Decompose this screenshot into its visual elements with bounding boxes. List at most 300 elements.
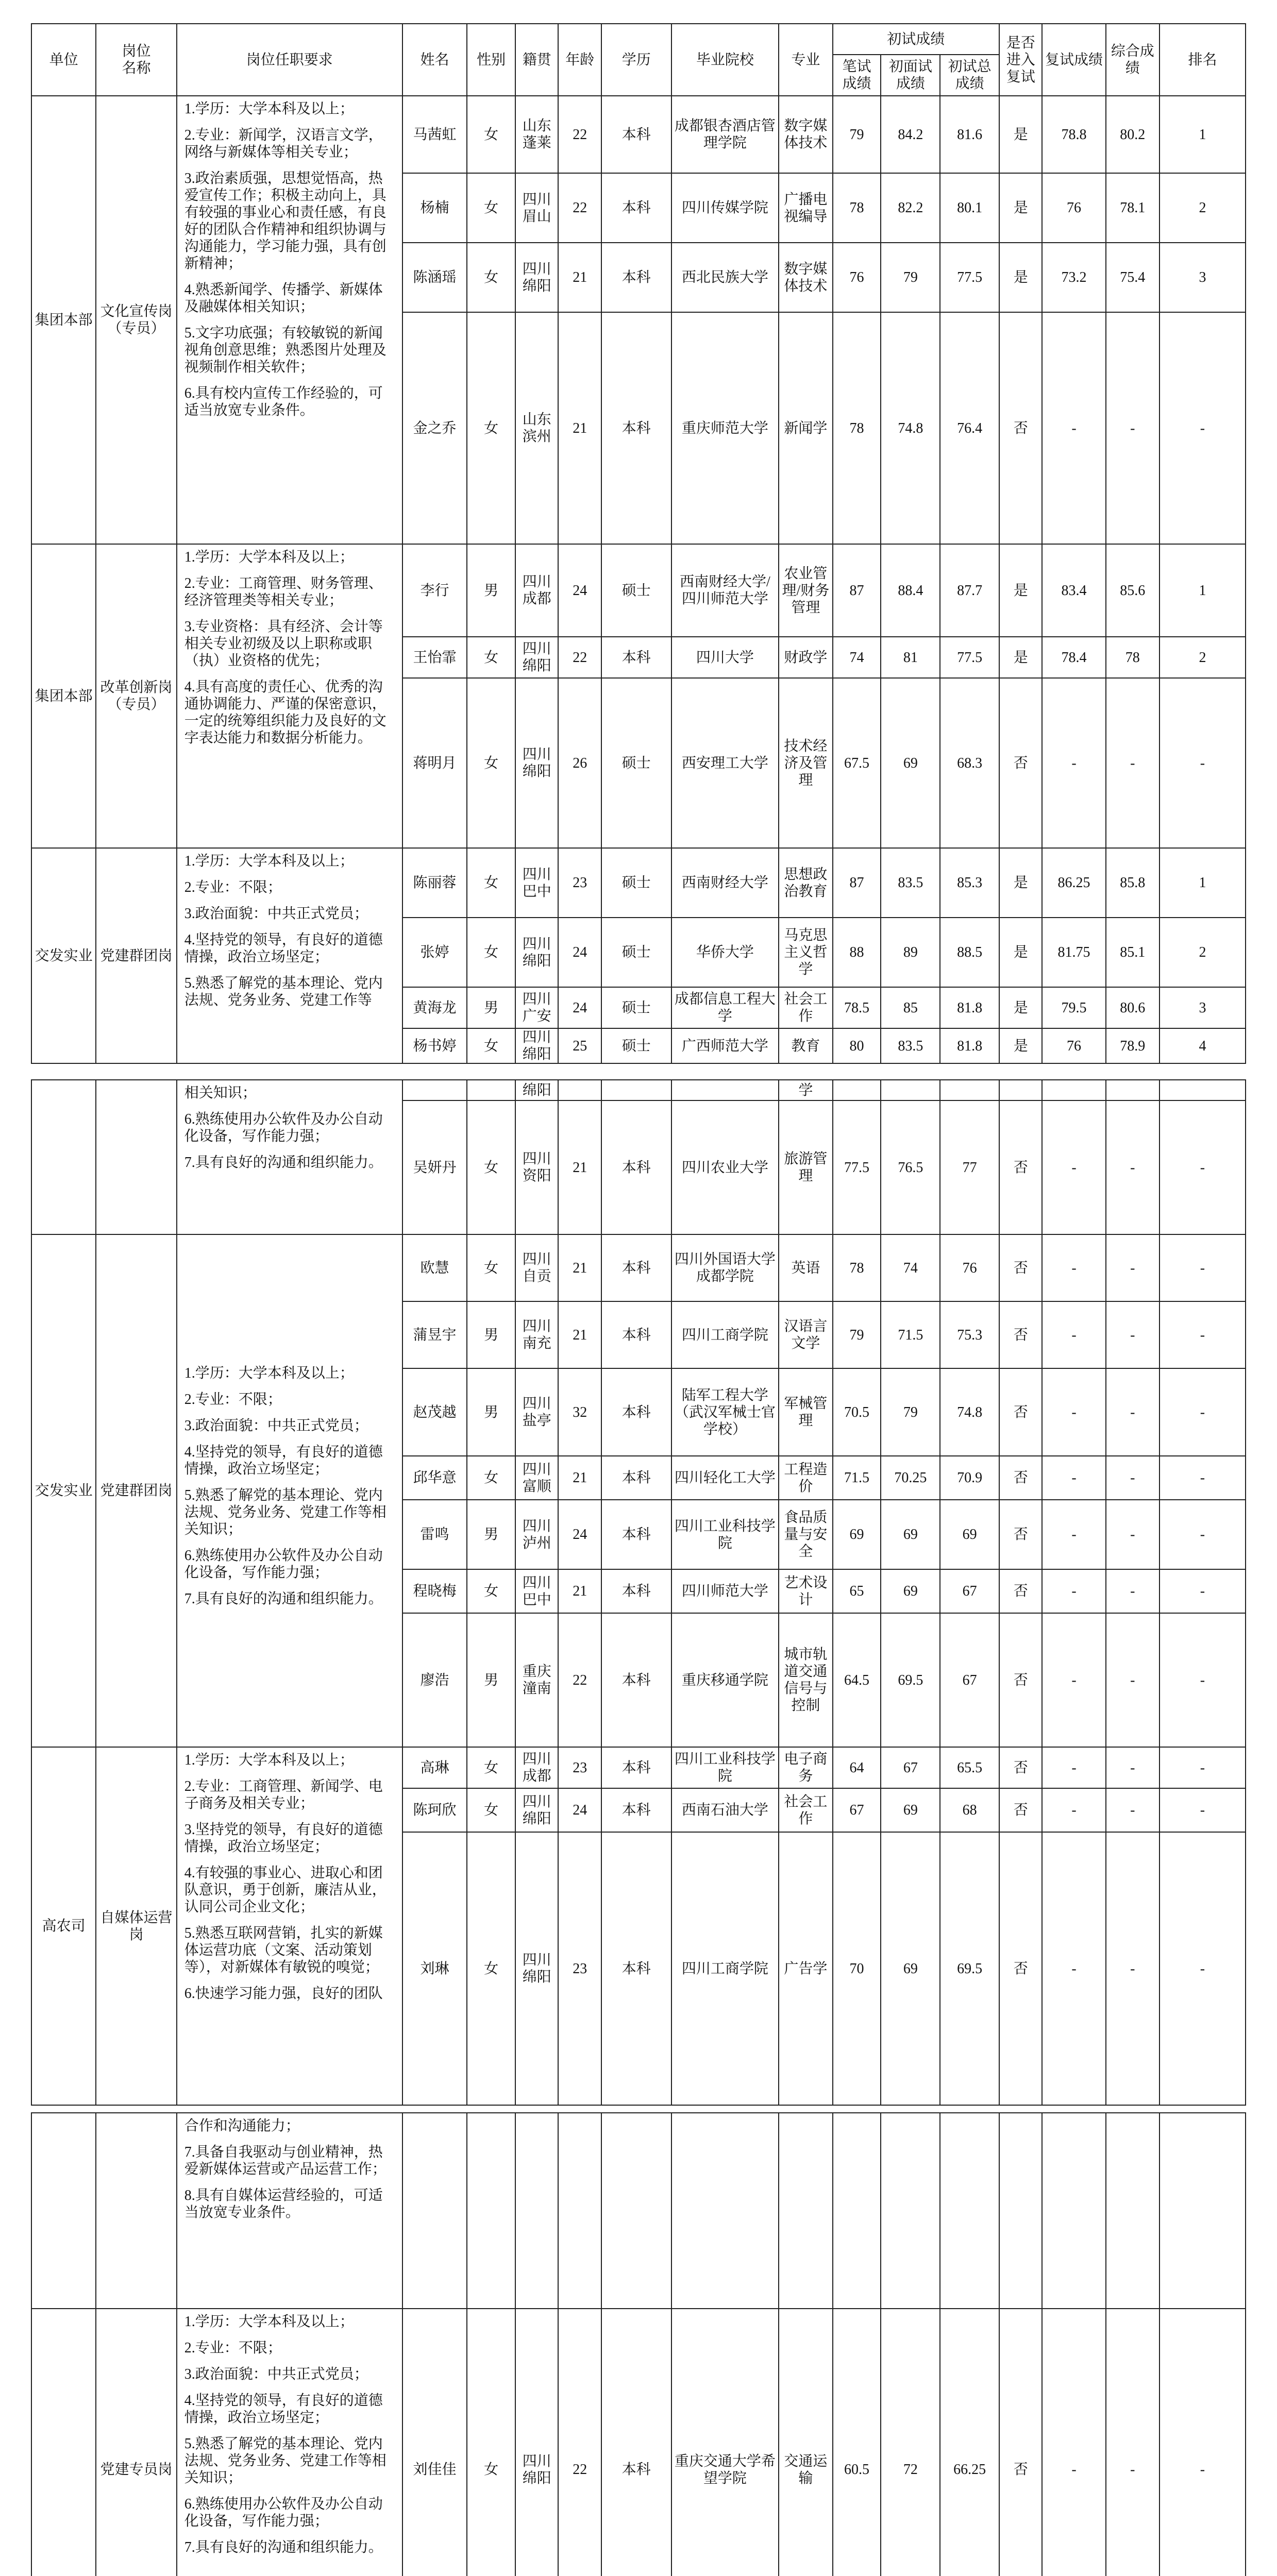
enter-second-cell: 否 [999, 1456, 1042, 1500]
enter-second-cell: 否 [999, 2309, 1042, 2576]
gender-cell: 女 [467, 243, 515, 312]
origin-cell: 山东滨州 [515, 312, 558, 544]
origin-cell: 四川巴中 [515, 1569, 558, 1613]
age-cell: 24 [558, 1500, 601, 1569]
rank-cell: - [1160, 1747, 1246, 1788]
requirement-line: 6.熟练使用办公软件及办公自动化设备，写作能力强； [184, 2496, 383, 2529]
major-cell: 电子商务 [779, 1747, 832, 1788]
education-cell: 本科 [601, 173, 671, 243]
school-cell: 重庆师范大学 [671, 312, 779, 544]
requirement-line: 4.有较强的事业心、进取心和团队意识，勇于创新，廉洁从业，认同公司企业文化； [184, 1865, 387, 1915]
col-name: 姓名 [402, 24, 467, 96]
requirement-line: 3.政治素质强，思想觉悟高，热爱宣传工作；积极主动向上，具有较强的事业心和责任感，有良好的团队合作精神和组织协调与沟通能力，学习能力强，具有创新精神； [184, 171, 387, 272]
gender-cell: 男 [467, 1500, 515, 1569]
school-cell: 成都信息工程大学 [671, 987, 779, 1028]
second-score-cell: 78.4 [1042, 637, 1105, 678]
prelim-interview-cell: 79 [881, 1368, 940, 1456]
written-score-cell: 69 [833, 1500, 881, 1569]
education-cell: 硕士 [601, 918, 671, 987]
origin-cell: 四川绵阳 [515, 243, 558, 312]
education-cell: 本科 [601, 1456, 671, 1500]
composite-cell: 85.8 [1106, 848, 1160, 918]
major-cell: 数字媒体技术 [779, 243, 832, 312]
composite-cell: 78 [1106, 637, 1160, 678]
col-initial-total: 初试总成绩 [940, 55, 999, 96]
major-cell: 旅游管理 [779, 1100, 832, 1234]
name-cell: 黄海龙 [402, 987, 467, 1028]
origin-cell: 四川绵阳 [515, 1028, 558, 1063]
age-cell: 21 [558, 1100, 601, 1234]
name-cell: 刘琳 [402, 1832, 467, 2105]
col-prelim-interview: 初面试成绩 [881, 55, 940, 96]
origin-cell: 四川成都 [515, 544, 558, 637]
school-cell: 四川师范大学 [671, 1569, 779, 1613]
written-score-cell: 67 [833, 1788, 881, 1832]
age-cell: 22 [558, 637, 601, 678]
major-cell: 社会工作 [779, 987, 832, 1028]
written-score-cell: 78 [833, 173, 881, 243]
education-cell: 本科 [601, 1569, 671, 1613]
age-cell: 23 [558, 1747, 601, 1788]
composite-cell: - [1106, 1832, 1160, 2105]
initial-total-cell [940, 1080, 999, 1100]
school-cell: 陆军工程大学（武汉军械士官学校） [671, 1368, 779, 1456]
requirement-line: 4.熟悉新闻学、传播学、新媒体及融媒体相关知识； [184, 282, 383, 315]
table-row [31, 1080, 1246, 1100]
school-cell: 广西师范大学 [671, 1028, 779, 1063]
requirement-line: 6.具有校内宣传工作经验的，可适当放宽专业条件。 [184, 385, 383, 418]
name-cell: 刘佳佳 [402, 2309, 467, 2576]
post-cell [96, 2113, 177, 2309]
name-cell: 廖浩 [402, 1613, 467, 1747]
name-cell [402, 1080, 467, 1100]
recruitment-table-1 [31, 23, 1246, 1064]
written-score-cell: 77.5 [833, 1100, 881, 1234]
major-cell: 食品质量与安全 [779, 1500, 832, 1569]
rank-cell: 3 [1160, 987, 1246, 1028]
school-cell: 西南石油大学 [671, 1788, 779, 1832]
composite-cell: 78.1 [1106, 173, 1160, 243]
composite-cell: 85.1 [1106, 918, 1160, 987]
age-cell: 22 [558, 1613, 601, 1747]
written-score-cell: 87 [833, 848, 881, 918]
major-cell: 社会工作 [779, 1788, 832, 1832]
prelim-interview-cell: 67 [881, 1747, 940, 1788]
gender-cell: 女 [467, 173, 515, 243]
origin-cell: 四川盐亭 [515, 1368, 558, 1456]
second-score-cell: - [1042, 1100, 1105, 1234]
composite-cell: - [1106, 1613, 1160, 1747]
prelim-interview-cell: 74.8 [881, 312, 940, 544]
requirement-line: 5.熟悉了解党的基本理论、党内法规、党务业务、党建工作等相关知识； [184, 1487, 387, 1537]
unit-cell: 集团本部 [31, 544, 96, 848]
rank-cell: - [1160, 1234, 1246, 1301]
education-cell: 本科 [601, 1234, 671, 1301]
requirement-line: 4.坚持党的领导，有良好的道德情操，政治立场坚定； [184, 1444, 383, 1477]
age-cell: 32 [558, 1368, 601, 1456]
rank-cell: - [1160, 1456, 1246, 1500]
initial-total-cell: 81.8 [940, 987, 999, 1028]
origin-cell: 四川富顺 [515, 1456, 558, 1500]
gender-cell: 女 [467, 1569, 515, 1613]
initial-total-cell: 70.9 [940, 1456, 999, 1500]
second-score-cell: - [1042, 1301, 1105, 1368]
name-cell: 李行 [402, 544, 467, 637]
enter-second-cell: 否 [999, 678, 1042, 848]
requirement-line: 2.专业：工商管理、新闻学、电子商务及相关专业； [184, 1778, 383, 1811]
rank-cell: - [1160, 1301, 1246, 1368]
enter-second-cell: 是 [999, 544, 1042, 637]
gender-cell: 女 [467, 1788, 515, 1832]
major-cell: 财政学 [779, 637, 832, 678]
major-cell: 新闻学 [779, 312, 832, 544]
initial-total-cell: 69.5 [940, 1832, 999, 2105]
written-score-cell: 87 [833, 544, 881, 637]
education-cell: 本科 [601, 1832, 671, 2105]
gender-cell: 女 [467, 1028, 515, 1063]
initial-total-cell: 65.5 [940, 1747, 999, 1788]
col-education: 学历 [601, 24, 671, 96]
name-cell: 蒋明月 [402, 678, 467, 848]
education-cell [601, 1080, 671, 1100]
education-cell: 本科 [601, 1100, 671, 1234]
major-cell: 军械管理 [779, 1368, 832, 1456]
age-cell: 25 [558, 1028, 601, 1063]
requirement-line: 5.文字功底强；有较敏锐的新闻视角创意思维；熟悉图片处理及视频制作相关软件； [184, 325, 387, 375]
rank-cell: 1 [1160, 96, 1246, 173]
age-cell: 24 [558, 987, 601, 1028]
prelim-interview-cell: 85 [881, 987, 940, 1028]
requirement-line: 1.学历：大学本科及以上； [184, 1752, 354, 1768]
school-cell: 四川工业科技学院 [671, 1500, 779, 1569]
education-cell: 本科 [601, 1613, 671, 1747]
major-cell: 艺术设计 [779, 1569, 832, 1613]
rank-cell: - [1160, 678, 1246, 848]
requirement-line: 1.学历：大学本科及以上； [184, 1365, 354, 1381]
name-cell: 马茜虹 [402, 96, 467, 173]
requirement-line: 3.专业资格：具有经济、会计等相关专业初级及以上职称或职（执）业资格的优先； [184, 619, 383, 669]
col-initial-group: 初试成绩 [833, 24, 999, 55]
major-cell: 技术经济及管理 [779, 678, 832, 848]
unit-cell: 交发实业 [31, 1234, 96, 1747]
major-cell: 广播电视编导 [779, 173, 832, 243]
education-cell: 本科 [601, 312, 671, 544]
prelim-interview-cell: 69 [881, 1832, 940, 2105]
composite-cell: - [1106, 1301, 1160, 1368]
major-cell: 汉语言文学 [779, 1301, 832, 1368]
name-cell: 陈丽蓉 [402, 848, 467, 918]
rank-cell: 2 [1160, 637, 1246, 678]
col-gender: 性别 [467, 24, 515, 96]
prelim-interview-cell: 81 [881, 637, 940, 678]
origin-cell: 四川眉山 [515, 173, 558, 243]
col-written: 笔试成绩 [833, 55, 881, 96]
unit-cell [31, 2309, 96, 2576]
prelim-interview-cell: 89 [881, 918, 940, 987]
gender-cell: 女 [467, 637, 515, 678]
requirement-line: 6.熟练使用办公软件及办公自动化设备，写作能力强； [184, 1111, 383, 1144]
origin-cell: 四川绵阳 [515, 2309, 558, 2576]
age-cell: 21 [558, 1569, 601, 1613]
school-cell: 四川传媒学院 [671, 173, 779, 243]
composite-cell: - [1106, 2309, 1160, 2576]
gender-cell: 女 [467, 1456, 515, 1500]
post-cell: 党建群团岗 [96, 848, 177, 1063]
requirement-line: 4.坚持党的领导，有良好的道德情操，政治立场坚定； [184, 932, 383, 965]
written-score-cell: 88 [833, 918, 881, 987]
second-score-cell: - [1042, 1500, 1105, 1569]
major-cell: 思想政治教育 [779, 848, 832, 918]
origin-cell: 四川绵阳 [515, 918, 558, 987]
requirement-line: 7.具备自我驱动与创业精神，热爱新媒体运营或产品运营工作； [184, 2144, 387, 2177]
name-cell: 王怡霏 [402, 637, 467, 678]
initial-total-cell: 87.7 [940, 544, 999, 637]
composite-cell: 80.2 [1106, 96, 1160, 173]
enter-second-cell: 否 [999, 1569, 1042, 1613]
requirements-cell [177, 1080, 402, 1234]
second-score-cell: - [1042, 1788, 1105, 1832]
gender-cell: 女 [467, 96, 515, 173]
col-rank: 排名 [1160, 24, 1246, 96]
post-cell: 自媒体运营岗 [96, 1747, 177, 2105]
prelim-interview-cell: 69 [881, 1569, 940, 1613]
requirement-line: 1.学历：大学本科及以上； [184, 2314, 354, 2330]
rank-cell: - [1160, 2309, 1246, 2576]
prelim-interview-cell [881, 1080, 940, 1100]
school-cell: 西南财经大学 [671, 848, 779, 918]
requirement-line: 5.熟悉了解党的基本理论、党内法规、党务业务、党建工作等相关知识； [184, 2436, 387, 2486]
prelim-interview-cell: 71.5 [881, 1301, 940, 1368]
origin-cell: 山东蓬莱 [515, 96, 558, 173]
written-score-cell: 71.5 [833, 1456, 881, 1500]
school-cell [671, 1080, 779, 1100]
name-cell: 杨楠 [402, 173, 467, 243]
gender-cell: 女 [467, 678, 515, 848]
gender-cell: 女 [467, 2309, 515, 2576]
school-cell: 西北民族大学 [671, 243, 779, 312]
education-cell: 本科 [601, 2309, 671, 2576]
initial-total-cell: 77 [940, 1100, 999, 1234]
requirement-line: 3.政治面貌：中共正式党员； [184, 2366, 368, 2382]
prelim-interview-cell: 79 [881, 243, 940, 312]
origin-cell: 四川资阳 [515, 1100, 558, 1234]
origin-cell: 四川绵阳 [515, 1788, 558, 1832]
major-cell: 数字媒体技术 [779, 96, 832, 173]
initial-total-cell: 77.5 [940, 637, 999, 678]
enter-second-cell [999, 1080, 1042, 1100]
col-age: 年龄 [558, 24, 601, 96]
requirement-line: 6.快速学习能力强，良好的团队 [184, 1986, 383, 2002]
age-cell: 21 [558, 1234, 601, 1301]
composite-cell: - [1106, 1234, 1160, 1301]
written-score-cell: 76 [833, 243, 881, 312]
composite-cell: 80.6 [1106, 987, 1160, 1028]
major-cell: 城市轨道交通信号与控制 [779, 1613, 832, 1747]
initial-total-cell: 81.8 [940, 1028, 999, 1063]
major-cell: 英语 [779, 1234, 832, 1301]
initial-total-cell: 75.3 [940, 1301, 999, 1368]
prelim-interview-cell: 69 [881, 678, 940, 848]
initial-total-cell: 74.8 [940, 1368, 999, 1456]
major-cell: 交通运输 [779, 2309, 832, 2576]
school-cell: 四川外国语大学成都学院 [671, 1234, 779, 1301]
post-cell: 文化宣传岗（专员） [96, 96, 177, 544]
origin-cell: 四川巴中 [515, 848, 558, 918]
rank-cell: 2 [1160, 173, 1246, 243]
written-score-cell: 79 [833, 1301, 881, 1368]
gender-cell: 男 [467, 544, 515, 637]
origin-cell: 重庆潼南 [515, 1613, 558, 1747]
second-score-cell: - [1042, 312, 1105, 544]
school-cell: 华侨大学 [671, 918, 779, 987]
col-major: 专业 [779, 24, 832, 96]
enter-second-cell: 否 [999, 1368, 1042, 1456]
initial-total-cell: 76.4 [940, 312, 999, 544]
prelim-interview-cell: 88.4 [881, 544, 940, 637]
gender-cell: 男 [467, 1368, 515, 1456]
composite-cell: - [1106, 1569, 1160, 1613]
school-cell: 四川轻化工大学 [671, 1456, 779, 1500]
name-cell: 吴妍丹 [402, 1100, 467, 1234]
enter-second-cell: 是 [999, 173, 1042, 243]
initial-total-cell: 85.3 [940, 848, 999, 918]
written-score-cell: 70 [833, 1832, 881, 2105]
second-score-cell: - [1042, 1569, 1105, 1613]
prelim-interview-cell: 72 [881, 2309, 940, 2576]
second-score-cell: - [1042, 2309, 1105, 2576]
written-score-cell: 74 [833, 637, 881, 678]
enter-second-cell: 否 [999, 1301, 1042, 1368]
composite-cell: - [1106, 1500, 1160, 1569]
requirements-cell [177, 2113, 402, 2309]
written-score-cell: 64.5 [833, 1613, 881, 1747]
enter-second-cell: 否 [999, 1100, 1042, 1234]
written-score-cell: 78.5 [833, 987, 881, 1028]
col-school: 毕业院校 [671, 24, 779, 96]
requirement-line: 5.熟悉了解党的基本理论、党内法规、党务业务、党建工作等 [184, 975, 383, 1008]
requirement-line: 2.专业：不限； [184, 879, 282, 895]
col-requirements: 岗位任职要求 [177, 24, 402, 96]
col-post: 岗位 名称 [96, 24, 177, 96]
name-cell: 欧慧 [402, 1234, 467, 1301]
requirement-line: 7.具有良好的沟通和组织能力。 [184, 1591, 383, 1607]
table-row [31, 1747, 1246, 1788]
requirements-cell [177, 1234, 402, 1747]
written-score-cell: 78 [833, 312, 881, 544]
gender-cell: 女 [467, 312, 515, 544]
rank-cell: 1 [1160, 544, 1246, 637]
written-score-cell: 60.5 [833, 2309, 881, 2576]
composite-cell: 78.9 [1106, 1028, 1160, 1063]
education-cell: 本科 [601, 1500, 671, 1569]
origin-cell: 四川广安 [515, 987, 558, 1028]
requirement-line: 4.坚持党的领导，有良好的道德情操，政治立场坚定； [184, 2393, 383, 2426]
enter-second-cell: 否 [999, 312, 1042, 544]
unit-cell: 集团本部 [31, 96, 96, 544]
initial-total-cell: 88.5 [940, 918, 999, 987]
page-3 [31, 2112, 1246, 2576]
education-cell: 硕士 [601, 848, 671, 918]
initial-total-cell: 80.1 [940, 173, 999, 243]
name-cell: 陈珂欣 [402, 1788, 467, 1832]
requirements-cell [177, 848, 402, 1063]
composite-cell: - [1106, 1368, 1160, 1456]
school-cell: 四川农业大学 [671, 1100, 779, 1234]
education-cell: 本科 [601, 243, 671, 312]
school-cell: 重庆交通大学希望学院 [671, 2309, 779, 2576]
post-cell: 党建专员岗 [96, 2309, 177, 2576]
gender-cell: 女 [467, 1234, 515, 1301]
gender-cell: 女 [467, 1747, 515, 1788]
initial-total-cell: 68.3 [940, 678, 999, 848]
major-cell: 工程造价 [779, 1456, 832, 1500]
composite-cell [1106, 1080, 1160, 1100]
age-cell: 23 [558, 1832, 601, 2105]
age-cell: 21 [558, 1301, 601, 1368]
origin-cell: 四川绵阳 [515, 1832, 558, 2105]
rank-cell: - [1160, 312, 1246, 544]
unit-cell: 高农司 [31, 1747, 96, 2105]
page-1 [31, 23, 1246, 1064]
gender-cell: 男 [467, 987, 515, 1028]
composite-cell: - [1106, 312, 1160, 544]
requirement-line: 5.熟悉互联网营销，扎实的新媒体运营功底（文案、活动策划等），对新媒体有敏锐的嗅觉； [184, 1925, 383, 1975]
second-score-cell: - [1042, 1234, 1105, 1301]
origin-cell: 四川自贡 [515, 1234, 558, 1301]
prelim-interview-cell: 74 [881, 1234, 940, 1301]
rank-cell [1160, 1080, 1246, 1100]
second-score-cell: 83.4 [1042, 544, 1105, 637]
name-cell: 雷鸣 [402, 1500, 467, 1569]
initial-total-cell: 67 [940, 1613, 999, 1747]
origin-cell: 四川南充 [515, 1301, 558, 1368]
recruitment-table-2 [31, 1079, 1246, 2106]
rank-cell: - [1160, 1368, 1246, 1456]
rank-cell: 1 [1160, 848, 1246, 918]
post-cell: 党建群团岗 [96, 1234, 177, 1747]
major-cell: 马克思主义哲学 [779, 918, 832, 987]
written-score-cell: 78 [833, 1234, 881, 1301]
second-score-cell: 76 [1042, 1028, 1105, 1063]
gender-cell [467, 1080, 515, 1100]
initial-total-cell: 67 [940, 1569, 999, 1613]
second-score-cell: - [1042, 1613, 1105, 1747]
age-cell: 21 [558, 243, 601, 312]
rank-cell: - [1160, 1569, 1246, 1613]
requirement-line: 相关知识； [184, 1085, 257, 1101]
written-score-cell: 79 [833, 96, 881, 173]
requirement-line: 2.专业：工商管理、财务管理、经济管理类等相关专业； [184, 575, 383, 608]
enter-second-cell: 否 [999, 1613, 1042, 1747]
enter-second-cell: 是 [999, 96, 1042, 173]
enter-second-cell: 是 [999, 637, 1042, 678]
table-row [31, 96, 1246, 173]
composite-cell: - [1106, 1788, 1160, 1832]
composite-cell: 75.4 [1106, 243, 1160, 312]
school-cell: 四川工业科技学院 [671, 1747, 779, 1788]
requirement-line: 3.政治面貌：中共正式党员； [184, 906, 368, 922]
second-score-cell: - [1042, 1747, 1105, 1788]
post-cell: 改革创新岗（专员） [96, 544, 177, 848]
education-cell: 本科 [601, 1788, 671, 1832]
requirement-line: 8.具有自媒体运营经验的，可适当放宽专业条件。 [184, 2188, 383, 2221]
age-cell: 23 [558, 848, 601, 918]
prelim-interview-cell: 83.5 [881, 848, 940, 918]
prelim-interview-cell: 70.25 [881, 1456, 940, 1500]
gender-cell: 男 [467, 1301, 515, 1368]
header-row [31, 24, 1246, 55]
name-cell: 蒲昱宇 [402, 1301, 467, 1368]
